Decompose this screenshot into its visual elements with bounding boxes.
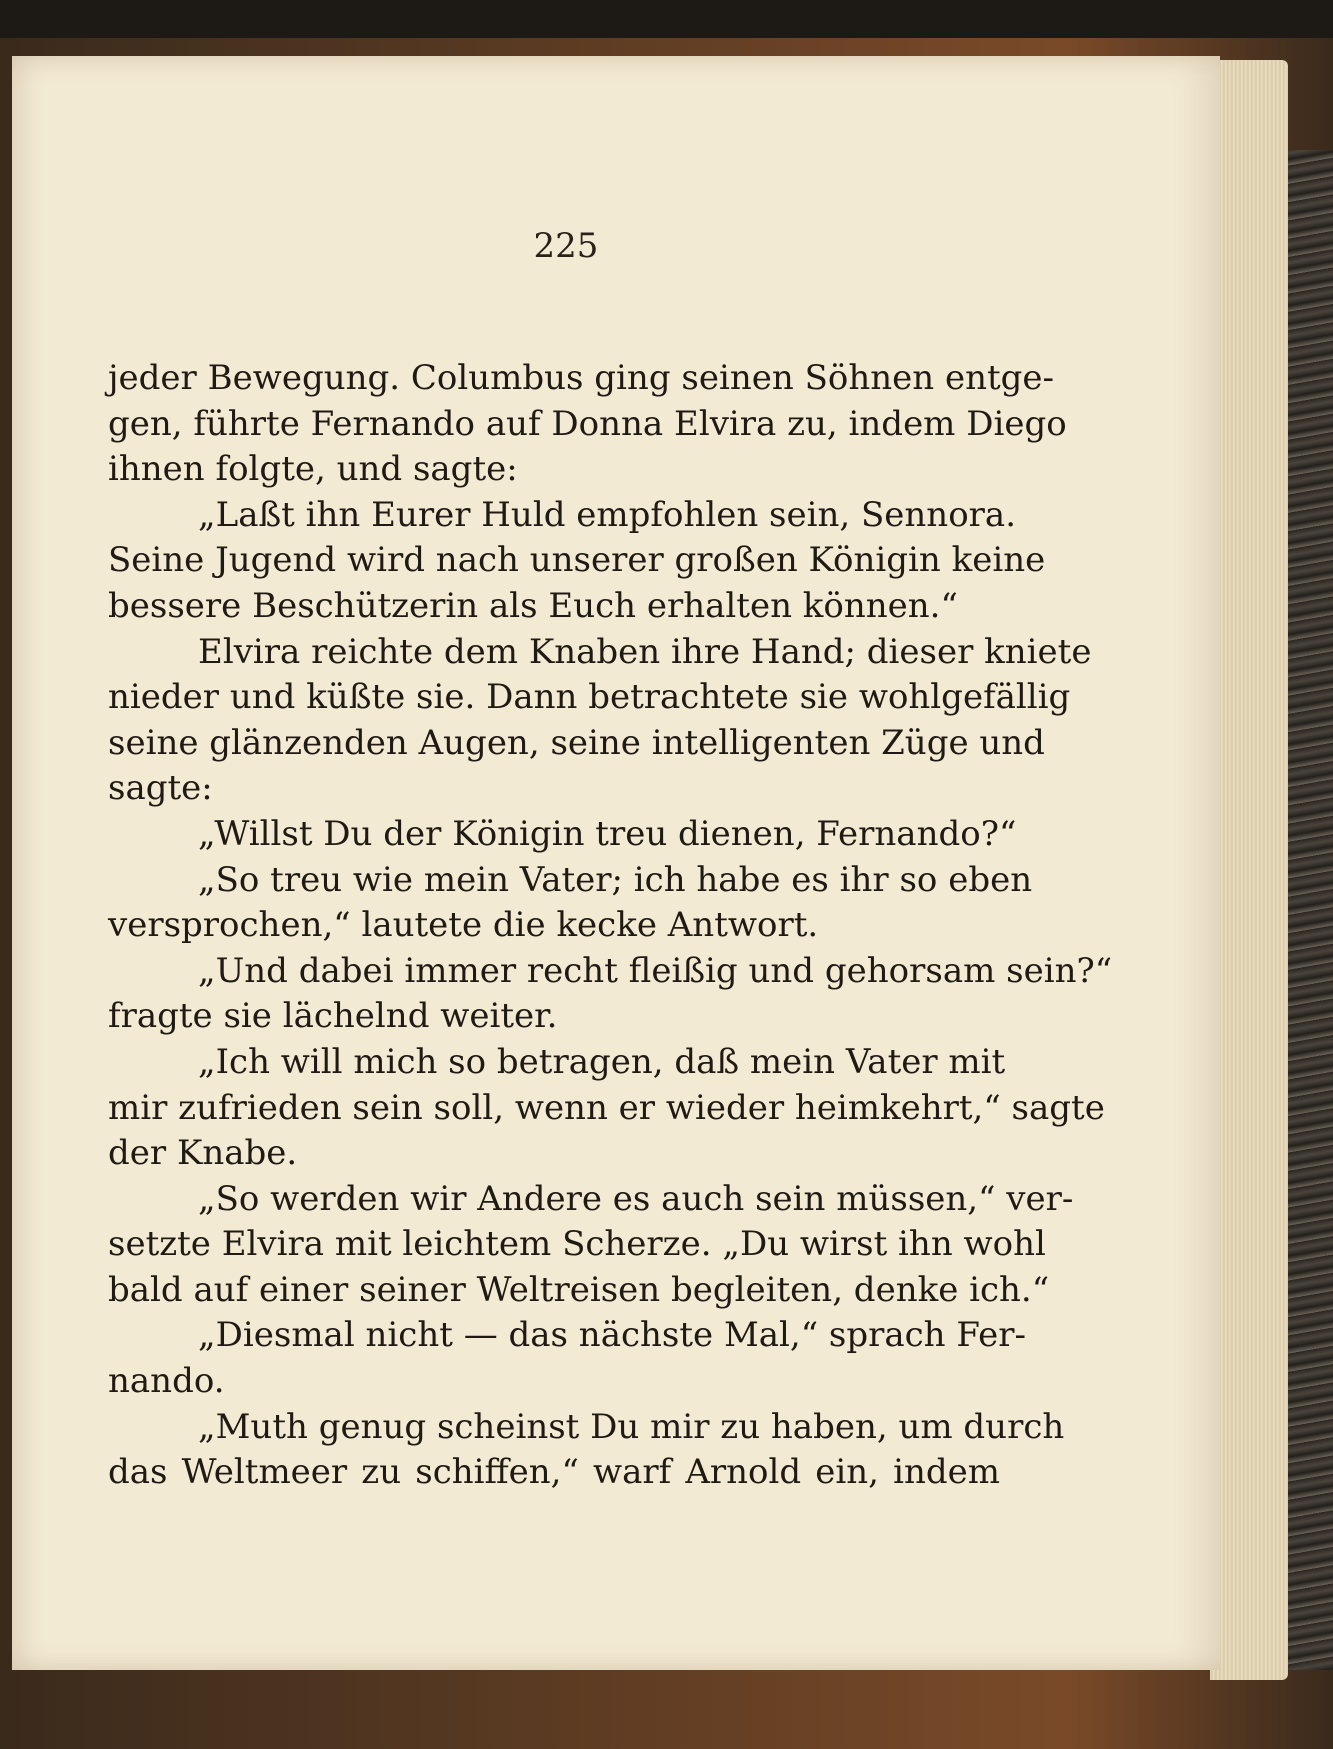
text-line: das Weltmeer zu schiffen,“ warf Arnold ein, indem <box>108 1452 1000 1493</box>
page-number: 225 <box>533 226 599 266</box>
page-stack-edge <box>1210 60 1288 1680</box>
text-line: bessere Beschützerin als Euch erhalten können.“ <box>108 585 958 626</box>
text-line: Elvira reichte dem Knaben ihre Hand; dieser kniete <box>198 631 1092 672</box>
text-line: „Und dabei immer recht fleißig und gehorsam sein?“ <box>198 950 1113 991</box>
text-line: fragte sie lächelnd weiter. <box>108 996 558 1037</box>
text-line: der Knabe. <box>108 1133 298 1174</box>
text-line: mir zufrieden sein soll, wenn er wieder heimkehrt,“ sagte <box>108 1087 1105 1128</box>
text-line: sagte: <box>108 768 213 809</box>
text-line: nieder und küßte sie. Dann betrachtete sie wohlgefällig <box>108 677 1071 718</box>
text-line: bald auf einer seiner Weltreisen begleiten, denke ich.“ <box>108 1269 1050 1310</box>
text-line: ihnen folgte, und sagte: <box>108 449 518 490</box>
text-line: „So treu wie mein Vater; ich habe es ihr so eben <box>198 859 1033 900</box>
text-line: „So werden wir Andere es auch sein müssen,“ ver- <box>198 1178 1074 1219</box>
text-line: nando. <box>108 1361 225 1402</box>
book-page <box>12 56 1220 1670</box>
text-line: „Muth genug scheinst Du mir zu haben, um durch <box>198 1406 1065 1447</box>
text-line: Seine Jugend wird nach unserer großen Königin keine <box>108 540 1046 581</box>
text-line: setzte Elvira mit leichtem Scherze. „Du wirst ihn wohl <box>108 1224 1046 1265</box>
text-line: „Diesmal nicht — das nächste Mal,“ sprach Fer- <box>198 1315 1026 1356</box>
text-line: „Willst Du der Königin treu dienen, Fernando?“ <box>198 813 1017 854</box>
text-line: seine glänzenden Augen, seine intelligenten Züge und <box>108 722 1045 763</box>
text-line: gen, führte Fernando auf Donna Elvira zu, indem Diego <box>108 403 1067 444</box>
text-line: „Laßt ihn Eurer Huld empfohlen sein, Sennora. <box>198 494 1017 535</box>
body-text <box>108 356 1113 1496</box>
text-line: jeder Bewegung. Columbus ging seinen Söhnen entge- <box>108 358 1055 398</box>
text-line: „Ich will mich so betragen, daß mein Vater mit <box>198 1041 1006 1082</box>
text-line: versprochen,“ lautete die kecke Antwort. <box>108 905 819 946</box>
